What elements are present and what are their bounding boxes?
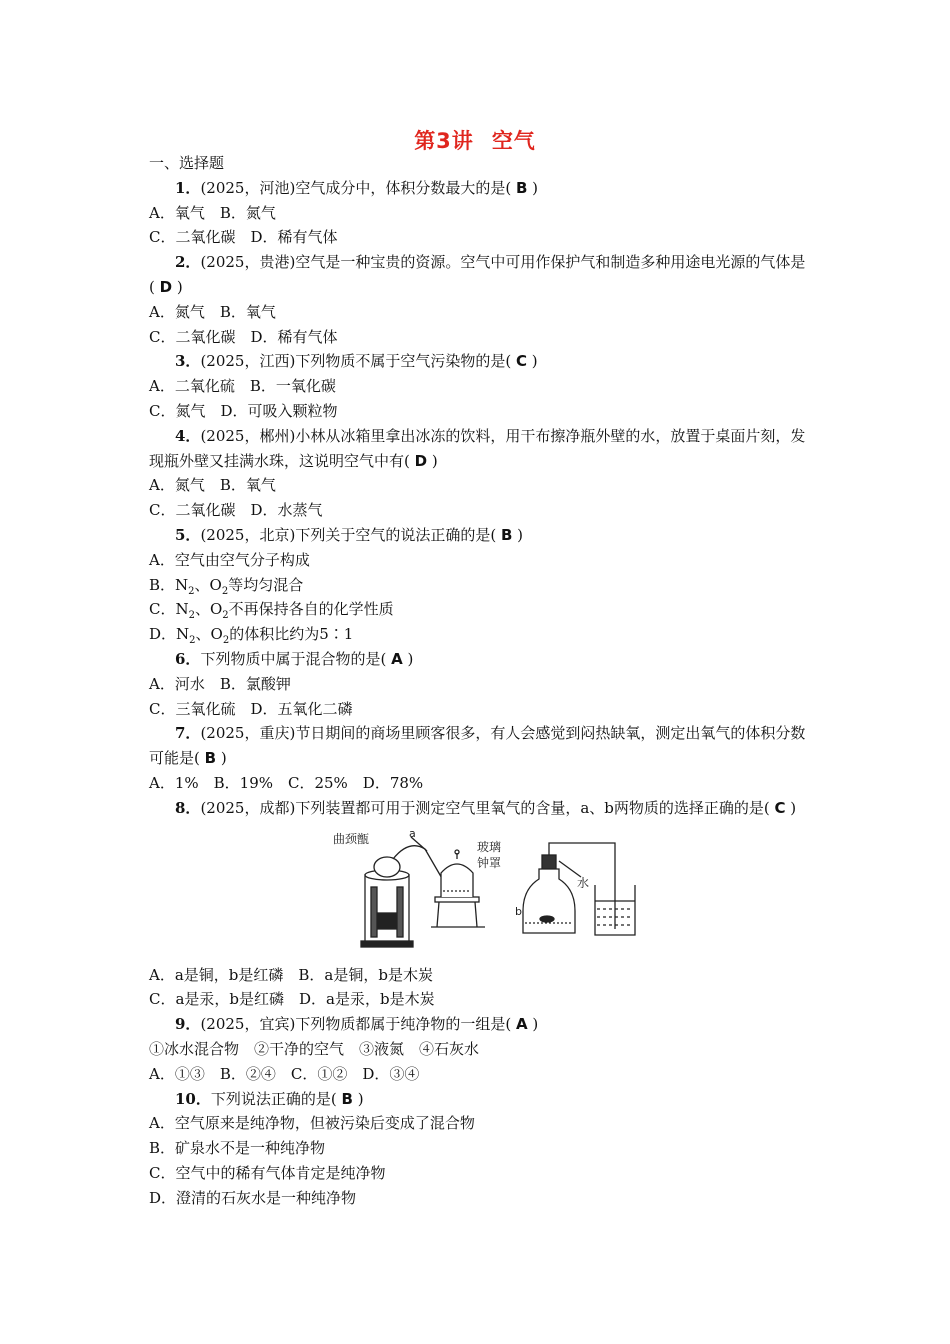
- lavoisier-apparatus: [361, 837, 485, 947]
- option-line: A．1% B．19% C．25% D．78%: [149, 773, 424, 792]
- label-a: a: [409, 826, 416, 840]
- question-number: 2．: [175, 253, 201, 272]
- option-line: A．a是铜，b是红磷 B．a是铜，b是木炭: [149, 965, 433, 984]
- answer: D: [159, 277, 173, 296]
- section-heading: 一、选择题: [149, 154, 225, 172]
- label-b: b: [515, 904, 522, 918]
- question-number: 9．: [175, 1015, 201, 1034]
- question-10: 10．下列说法正确的是( B ): [175, 1089, 364, 1108]
- option-line: C．三氧化硫 D．五氧化二磷: [149, 699, 353, 718]
- question-stem: (2025，河池)空气成分中，体积分数最大的是(: [200, 178, 512, 197]
- question-number: 7．: [175, 724, 201, 743]
- question-number: 5．: [175, 525, 201, 544]
- label-bell-jar-1: 玻璃: [477, 839, 502, 854]
- option-line: A．河水 B．氯酸钾: [149, 674, 291, 693]
- option-line: B．矿泉水不是一种纯净物: [149, 1139, 326, 1158]
- option-line: C．空气中的稀有气体肯定是纯净物: [149, 1163, 386, 1182]
- option-line: A．空气由空气分子构成: [149, 550, 310, 569]
- answer: C: [774, 798, 786, 817]
- question-stem: (2025，宜宾)下列物质都属于纯净物的一组是(: [200, 1015, 512, 1034]
- question-number: 4．: [175, 426, 201, 445]
- question-6: 6．下列物质中属于混合物的是( A ): [175, 649, 414, 668]
- question-1: 1．(2025，河池)空气成分中，体积分数最大的是( B ): [175, 178, 539, 197]
- option-line: A．①③ B．②④ C．①② D．③④: [149, 1064, 420, 1083]
- question-7: 7．(2025，重庆)节日期间的商场里顾客很多，有人会感觉到闷热缺氧，测定出氧气的体积分数可能是( B ): [149, 724, 806, 768]
- option-line: A．二氧化硫 B．一氧化碳: [149, 377, 336, 396]
- label-water: 水: [577, 875, 590, 890]
- question-stem: 下列物质中属于混合物的是(: [200, 649, 387, 668]
- option-line: B．$N_2$、$O_2$等均匀混合: [149, 575, 304, 597]
- question-number: 8．: [175, 798, 201, 817]
- question-stem: (2025，重庆)节日期间的商场里顾客很多，有人会感觉到闷热缺氧，测定出氧气的体积分数可能是(: [149, 724, 806, 768]
- question-number: 6．: [175, 649, 201, 668]
- label-bell-jar-2: 钟罩: [477, 855, 502, 870]
- question-4: 4．(2025，郴州)小林从冰箱里拿出冰冻的饮料，用干布擦净瓶外壁的水，放置于桌面片刻，发现瓶外壁又挂满水珠，这说明空气中有( D ): [149, 426, 806, 470]
- apparatus-diagram: [329, 825, 649, 957]
- option-line: A．氧气 B．氮气: [149, 203, 276, 222]
- question-stem: (2025，贵港)空气是一种宝贵的资源。空气中可用作保护气和制造多种用途电光源的气体是(: [149, 253, 806, 296]
- answer: A: [391, 649, 403, 668]
- question-2: 2．(2025，贵港)空气是一种宝贵的资源。空气中可用作保护气和制造多种用途电光源的气体是( D ): [149, 253, 806, 296]
- option-line: C．$N_2$、$O_2$不再保持各自的化学性质: [149, 600, 394, 622]
- option-line: C．二氧化碳 D．稀有气体: [149, 228, 338, 247]
- option-line: A．氮气 B．氧气: [149, 476, 276, 495]
- lecture-number: 第3讲: [414, 129, 474, 153]
- question-number: 3．: [175, 352, 201, 371]
- question-stem: (2025，江西)下列物质不属于空气污染物的是(: [200, 352, 512, 371]
- option-line: A．氮气 B．氧气: [149, 302, 276, 321]
- answer: B: [515, 178, 528, 197]
- question-stem: (2025，郴州)小林从冰箱里拿出冰冻的饮料，用干布擦净瓶外壁的水，放置于桌面片刻，发现瓶外壁又挂满水珠，这说明空气中有(: [149, 426, 806, 470]
- answer: B: [500, 525, 513, 544]
- answer: A: [515, 1015, 528, 1034]
- lecture-topic: 空气: [491, 129, 536, 153]
- label-retort: 曲颈甑: [333, 831, 370, 846]
- option-line: C．a是汞，b是红磷 D．a是汞，b是木炭: [149, 990, 435, 1009]
- question-3: 3．(2025，江西)下列物质不属于空气污染物的是( C ): [175, 352, 538, 371]
- option-line: D．澄清的石灰水是一种纯净物: [149, 1188, 357, 1207]
- answer: C: [515, 352, 527, 371]
- option-line: D．$N_2$、$O_2$的体积比约为5∶1: [149, 625, 354, 647]
- answer: B: [204, 749, 217, 768]
- question-stem: 下列说法正确的是(: [210, 1089, 337, 1108]
- question-stem: (2025，成都)下列装置都可用于测定空气里氧气的含量，a、b两物质的选择正确的是(: [200, 798, 770, 817]
- question-5: 5．(2025，北京)下列关于空气的说法正确的是( B ): [175, 525, 524, 544]
- option-line: A．空气原来是纯净物，但被污染后变成了混合物: [149, 1114, 475, 1133]
- option-line: C．二氧化碳 D．稀有气体: [149, 327, 338, 346]
- option-line: C．氮气 D．可吸入颗粒物: [149, 401, 338, 420]
- question-9: 9．(2025，宜宾)下列物质都属于纯净物的一组是( A ): [175, 1015, 539, 1034]
- answer: D: [414, 451, 428, 470]
- question-stem: (2025，北京)下列关于空气的说法正确的是(: [200, 525, 497, 544]
- option-line: ①冰水混合物 ②干净的空气 ③液氮 ④石灰水: [149, 1039, 480, 1058]
- question-list: [149, 151, 809, 1210]
- question-8: 8．(2025，成都)下列装置都可用于测定空气里氧气的含量，a、b两物质的选择正确的是( C ): [175, 798, 797, 817]
- answer: B: [341, 1089, 353, 1108]
- question-number: 1．: [175, 178, 201, 197]
- apparatus-figure: [149, 825, 809, 957]
- question-number: 10．: [175, 1089, 211, 1108]
- option-line: C．二氧化碳 D．水蒸气: [149, 501, 323, 520]
